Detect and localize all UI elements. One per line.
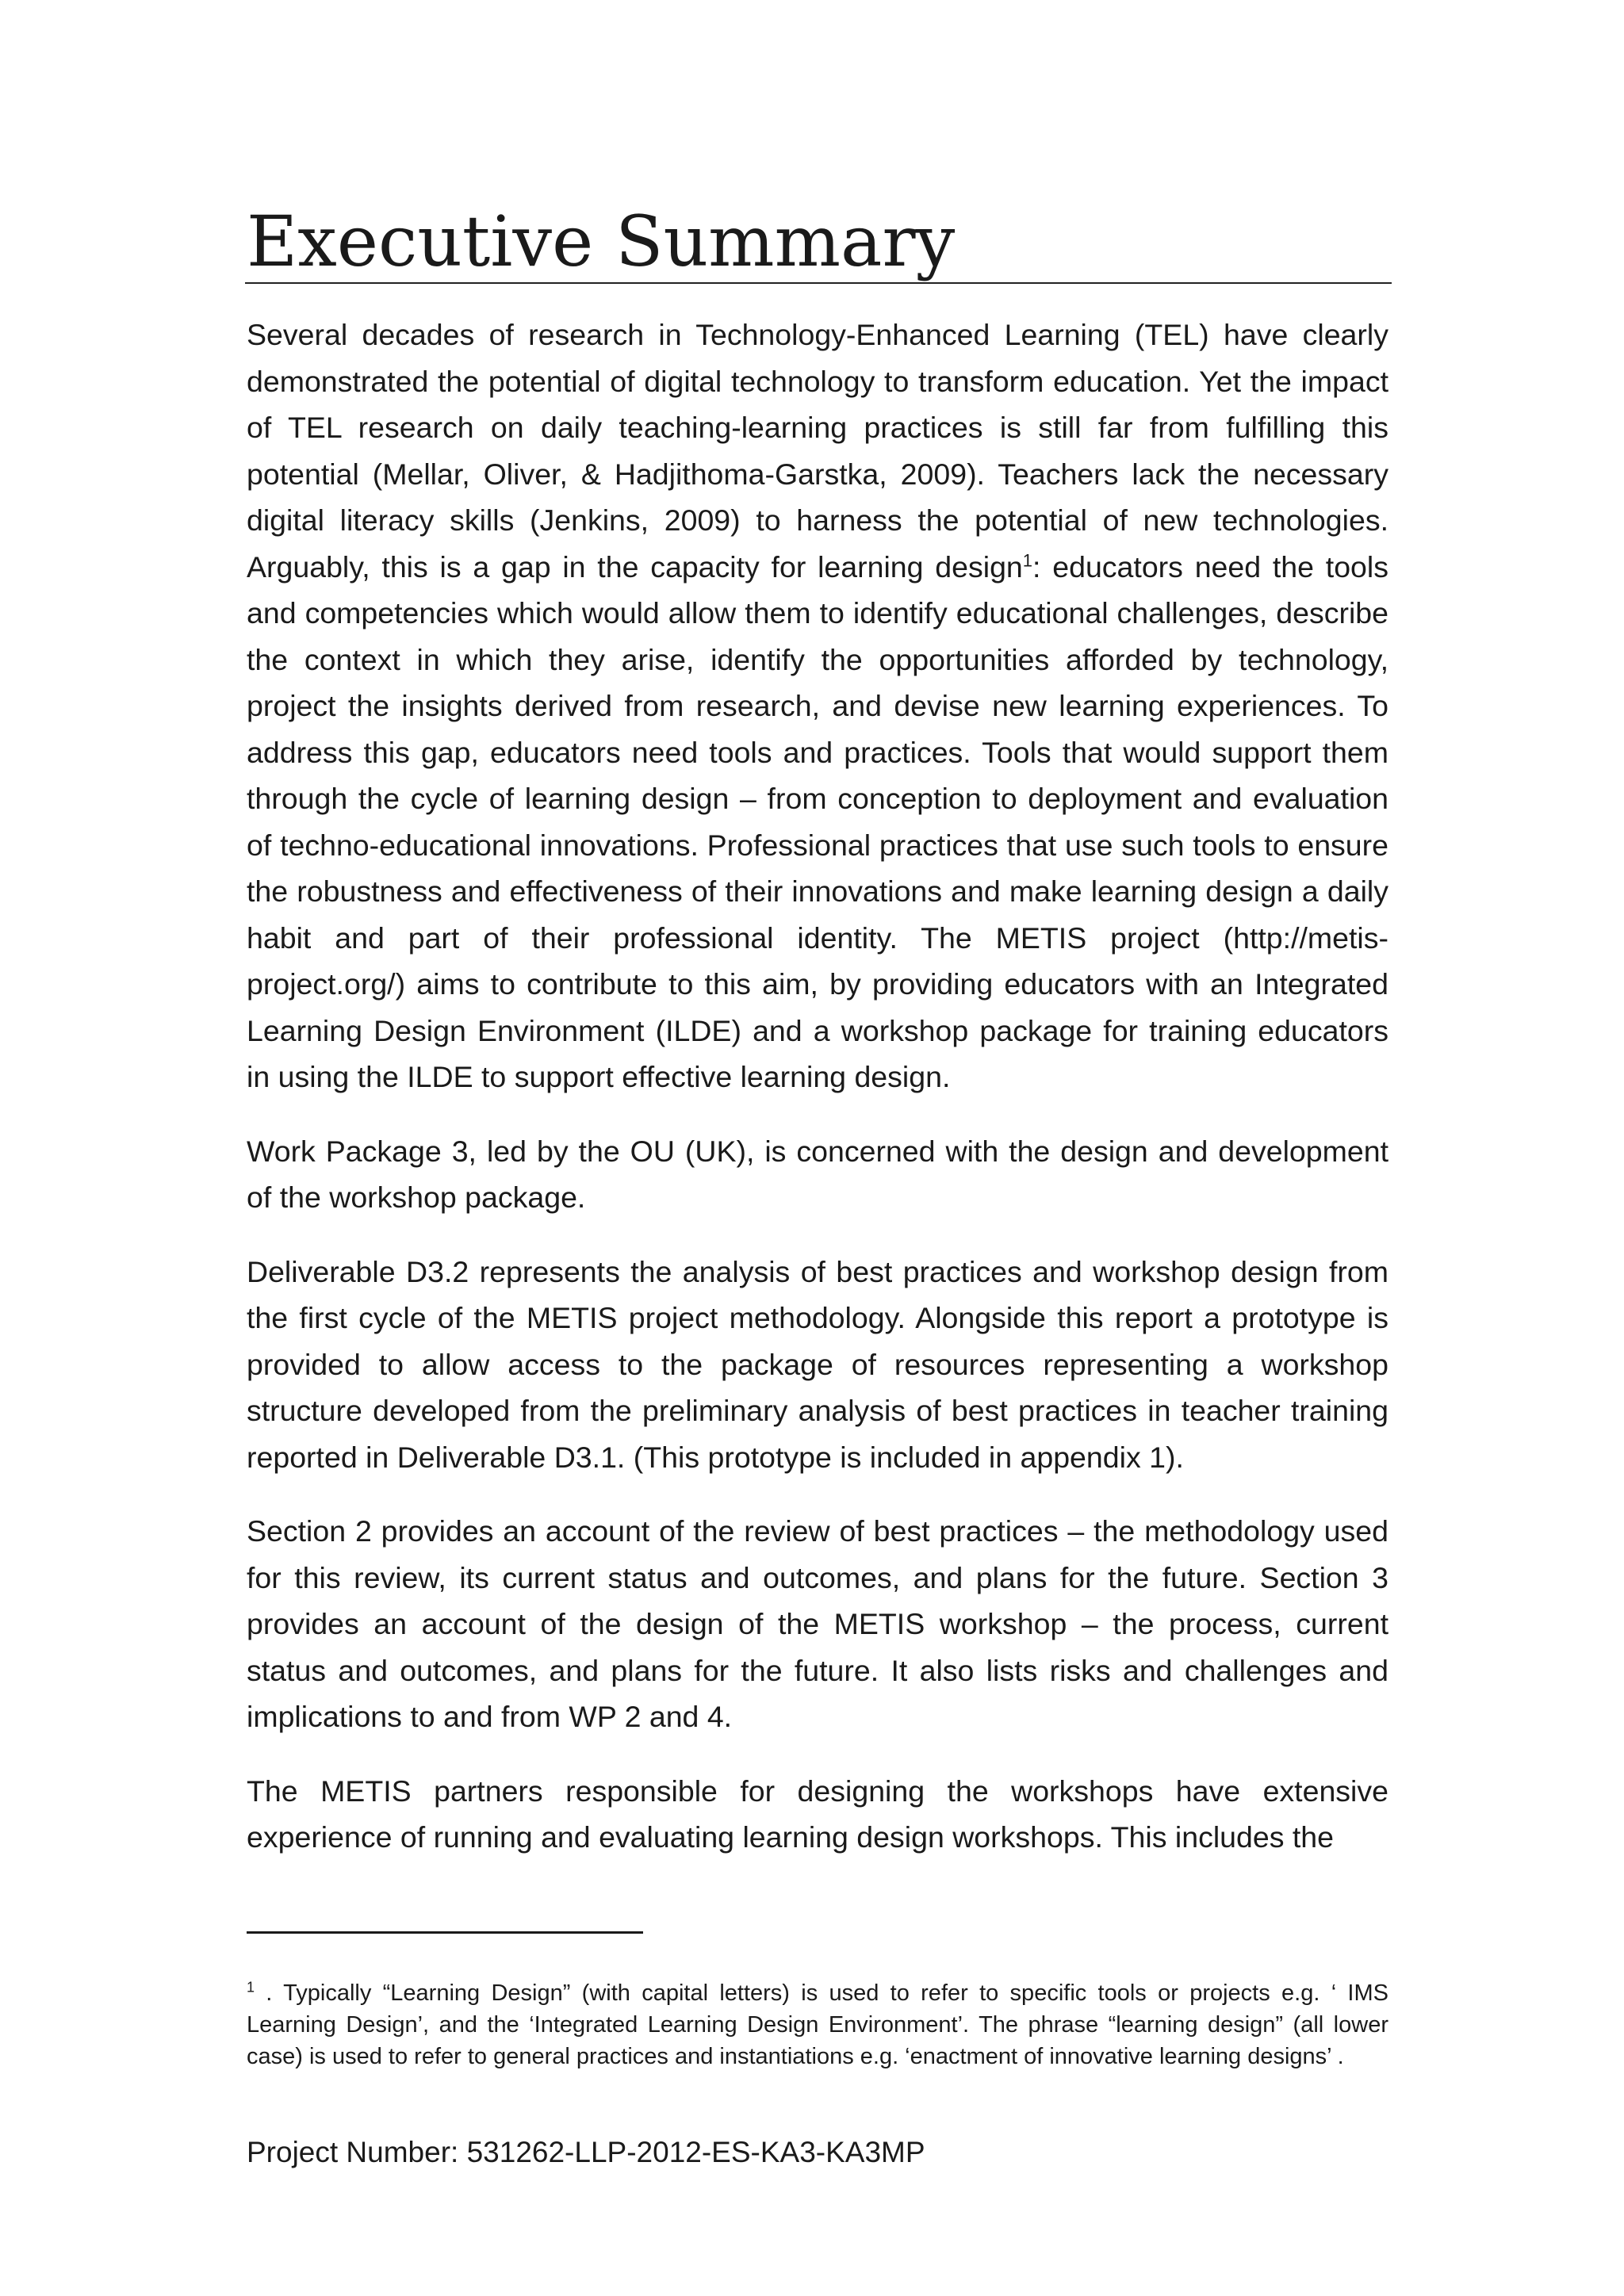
- title-underline: [245, 282, 1392, 284]
- paragraph-intro-part1: Several decades of research in Technology-Enhanced Learning (TEL) have clearly demonstrated the potential of digital technology to transform education. Yet the impact of TEL research on daily teaching-learning practices is still far from fulfilling this potential (Mellar, Oliver, & Hadjithoma-Garstka, 2009). Teachers lack the necessary digital literacy skills (Jenkins, 2009) to harness the potential of new technologies. Arguably, this is a gap in the capacity for learning design: [247, 318, 1388, 584]
- paragraph-work-package: Work Package 3, led by the OU (UK), is concerned with the design and development of the workshop package.: [247, 1134, 1388, 1214]
- footnote-separator: [247, 1931, 643, 1934]
- paragraph-deliverable: Deliverable D3.2 represents the analysis of best practices and workshop design from the first cycle of the METIS project methodology. Alongside this report a prototype is provided to allow access to the package of resources representing a workshop structure developed from the preliminary analysis of best practices in teacher training reported in Deliverable D3.1. (This prototype is included in appendix 1).: [247, 1254, 1388, 1474]
- page-title: Executive Summary: [247, 201, 956, 282]
- page-footer: Project Number: 531262-LLP-2012-ES-KA3-KA3MP: [247, 2136, 925, 2168]
- paragraph-intro-part2: : educators need the tools and competencies which would allow them to identify educational challenges, describe the context in which they arise, identify the opportunities afforded by technology, project the insights derived from research, and devise new learning experiences. To address this gap, educators need tools and practices. Tools that would support them through the cycle of learning design – from conception to deployment and evaluation of techno-educational innovations. Professional practices that use such tools to ensure the robustness and effectiveness of their innovations and make learning design a daily habit and part of their professional identity. The METIS project (http://metis-project.org/) aims to contribute to this aim, by providing educators with an Integrated Learning Design Environment (ILDE) and a workshop package for training educators in using the ILDE to support effective learning design.: [247, 549, 1388, 1093]
- footnote: [247, 1977, 1388, 2072]
- footnote-reference-1: 1: [1022, 550, 1033, 570]
- paragraph-partners: The METIS partners responsible for designing the workshops have extensive experience of running and evaluating learning design workshops. This includes the: [247, 1774, 1388, 1854]
- body-text: [247, 312, 1388, 1888]
- paragraph-intro: [247, 312, 1388, 1100]
- footnote-marker: 1: [247, 1979, 255, 1996]
- paragraph-sections: Section 2 provides an account of the review of best practices – the methodology used for this review, its current status and outcomes, and plans for the future. Section 3 provides an account of the design of the METIS workshop – the process, current status and outcomes, and plans for the future. It also lists risks and challenges and implications to and from WP 2 and 4.: [247, 1514, 1388, 1733]
- footnote-text: . Typically “Learning Design” (with capital letters) is used to refer to specific tools or projects e.g. ‘ IMS Learning Design’, and the ‘Integrated Learning Design Environment’. The phrase “learning design” (all lower case) is used to refer to general practices and instantiations e.g. ‘enactment of innovative learning designs’ .: [247, 1980, 1388, 2069]
